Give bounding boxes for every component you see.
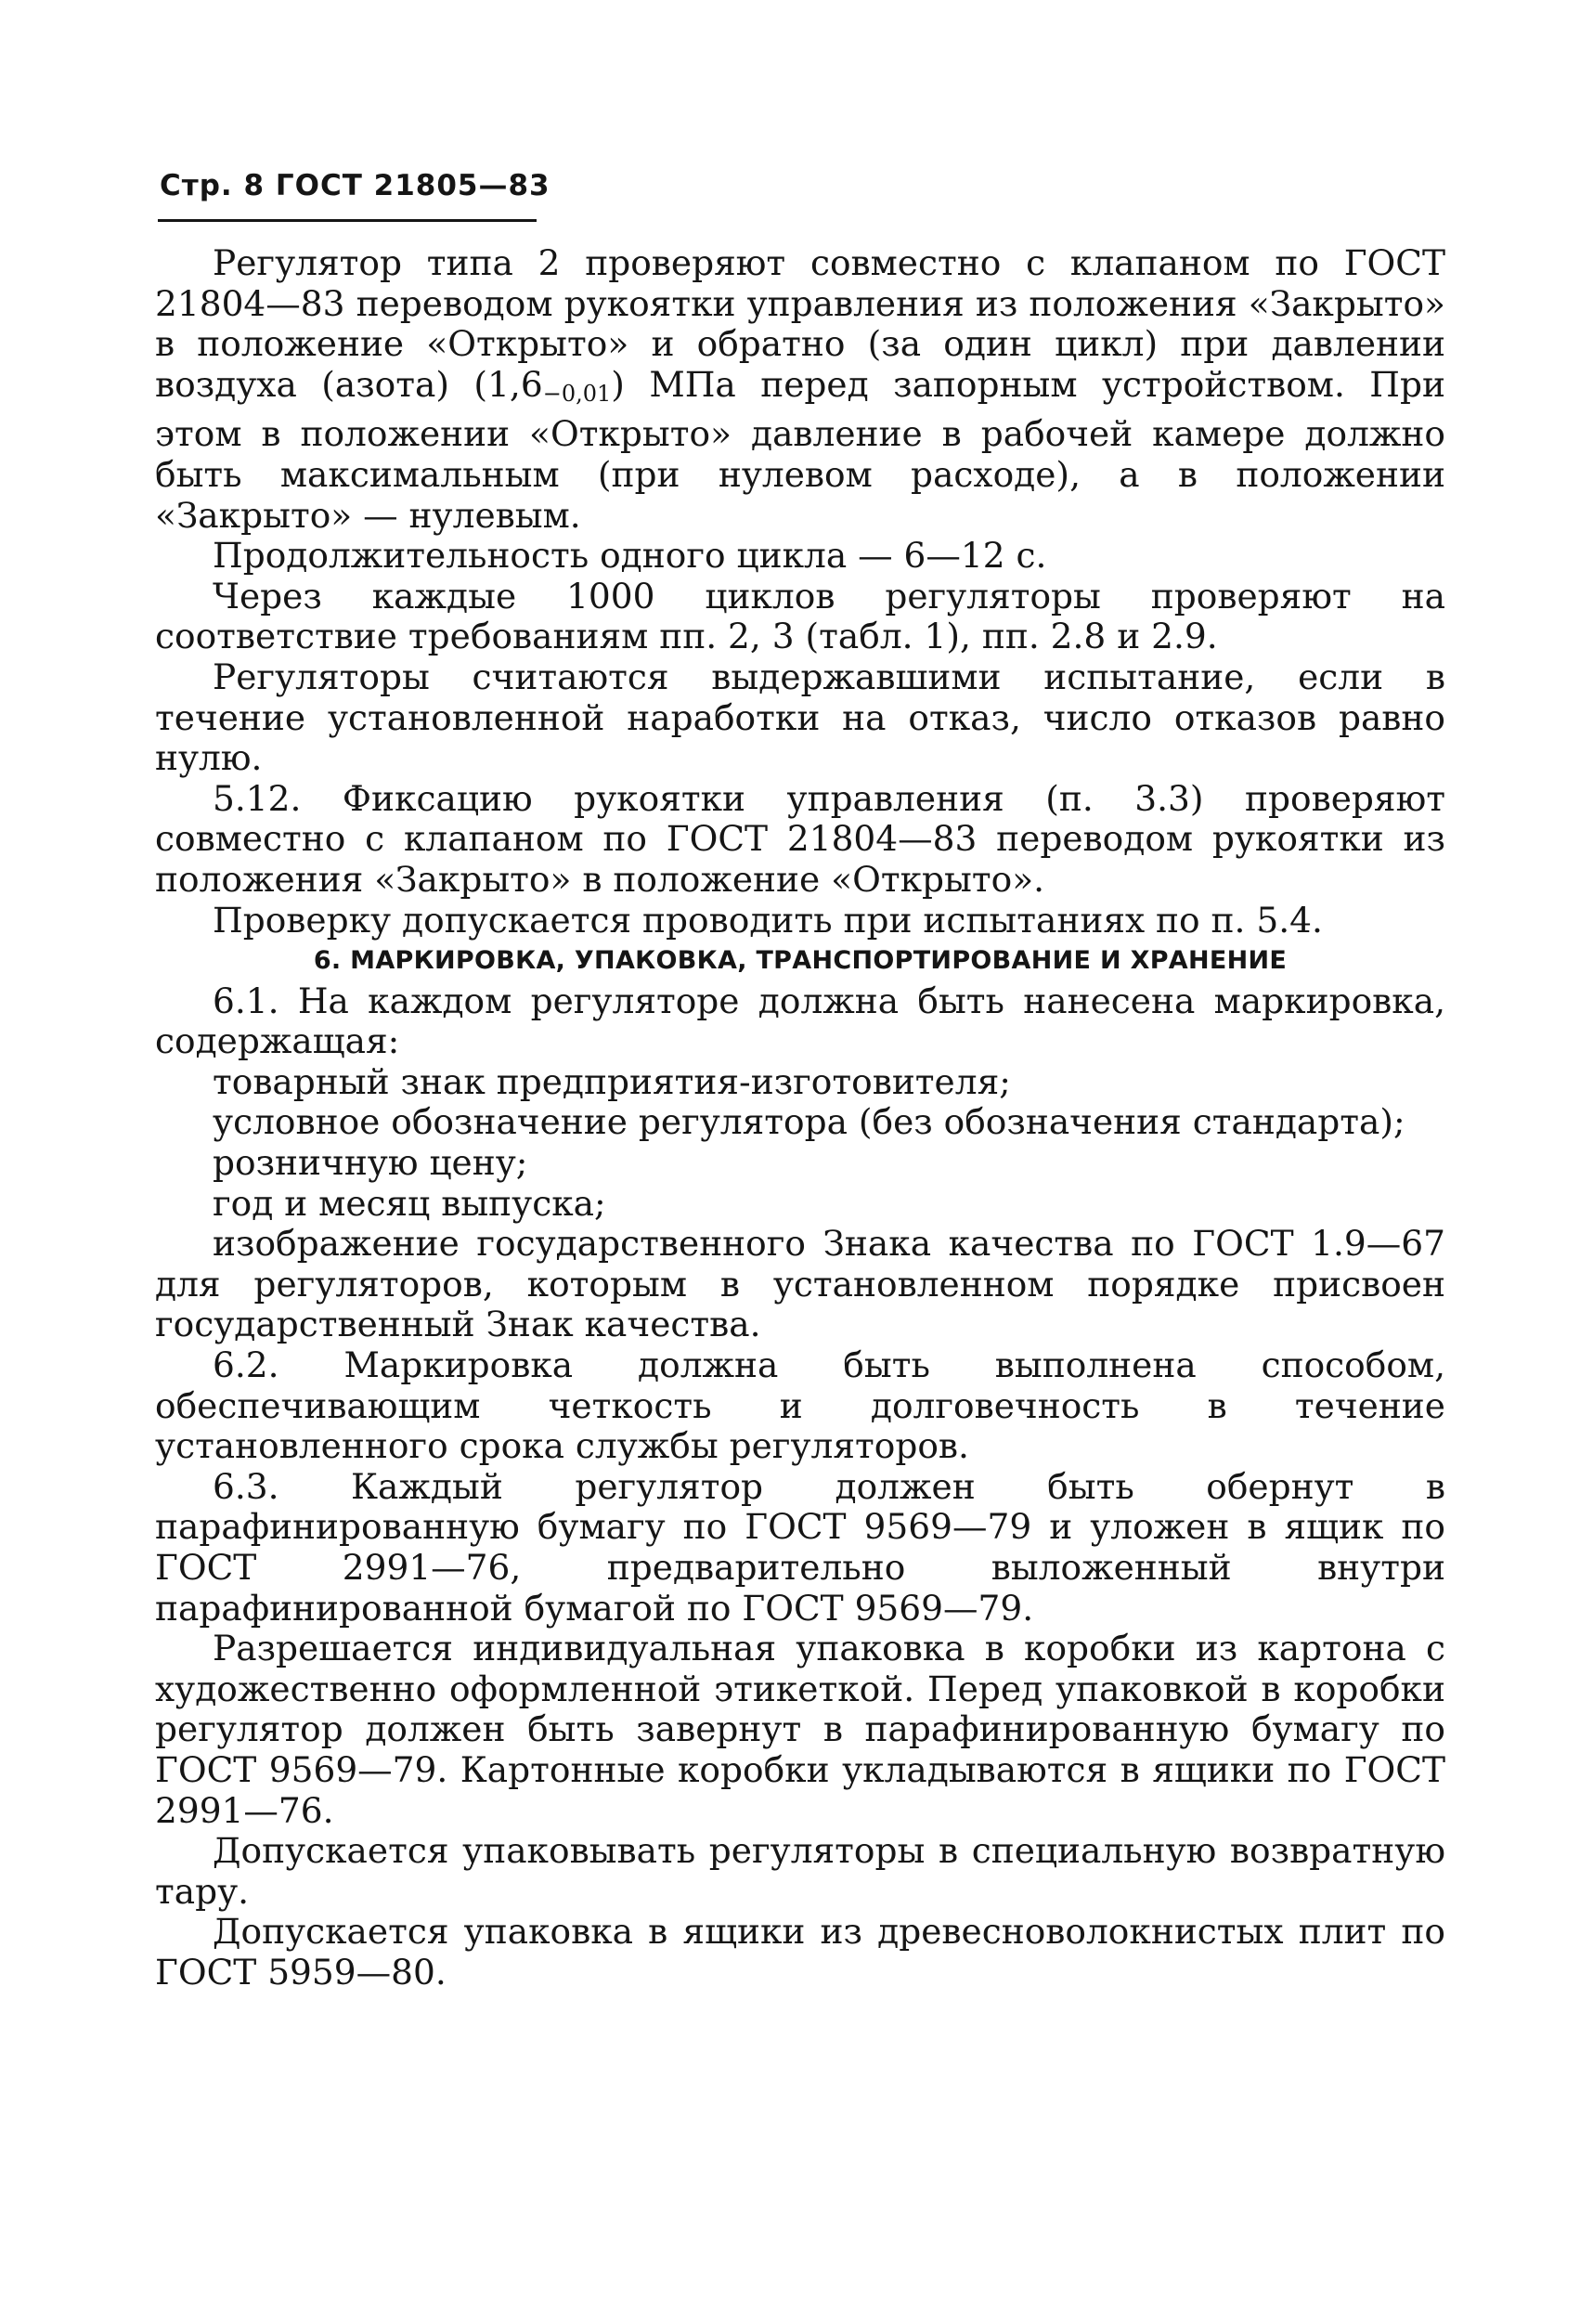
paragraph-every-1000-cycles: Через каждые 1000 циклов регуляторы проверяют на соответствие требованиям пп. 2, 3 (табл. 1), пп. 2.8 и 2.9.	[155, 575, 1445, 657]
running-head: Стр. 8 ГОСТ 21805—83	[160, 169, 550, 202]
pressure-tolerance-subscript: −0,01	[542, 380, 612, 407]
list-item: товарный знак предприятия-изготовителя;	[213, 1060, 1011, 1102]
paragraph-pass-criteria: Регуляторы считаются выдержавшими испытание, если в течение установленной наработки на отказ, число отказов равно нулю.	[155, 656, 1445, 779]
paragraph-cycle-duration: Продолжительность одного цикла — 6—12 с.	[213, 535, 1047, 577]
paragraph-regulator-type2-test	[155, 243, 1445, 536]
list-item: розничную цену;	[213, 1142, 528, 1184]
paragraph-fiberboard-boxes: Допускается упаковка в ящики из древесноволокнистых плит по ГОСТ 5959—80.	[155, 1911, 1445, 1993]
paragraph-returnable-container: Допускается упаковывать регуляторы в специальную возвратную тару.	[155, 1830, 1445, 1912]
paragraph-text: ) МПа перед запорным устройством. При этом в положении «Открыто» давление в рабочей камере должно быть максимальным (при нулевом расходе), а в положении «Закрыто» — нулевым.	[155, 363, 1445, 536]
header-rule	[158, 219, 537, 222]
paragraph-5-12: 5.12. Фиксацию рукоятки управления (п. 3.3) проверяют совместно с клапаном по ГОСТ 21804—83 переводом рукоятки из положения «Закрыто» в положение «Открыто».	[155, 777, 1445, 900]
list-item: изображение государственного Знака качества по ГОСТ 1.9—67 для регуляторов, которым в установленном порядке присвоен государственный Знак качества.	[155, 1223, 1445, 1345]
list-item: год и месяц выпуска;	[213, 1182, 606, 1224]
paragraph-individual-packing: Разрешается индивидуальная упаковка в коробки из картона с художественно оформленной этикеткой. Перед упаковкой в коробки регулятор должен быть завернут в парафинированную бумагу по ГОСТ 9569—79. Картонные коробки укладываются в ящики по ГОСТ 2991—76.	[155, 1628, 1445, 1831]
list-item: условное обозначение регулятора (без обозначения стандарта);	[213, 1101, 1405, 1143]
paragraph-check-allowed: Проверку допускается проводить при испытаниях по п. 5.4.	[213, 899, 1323, 941]
section-heading: 6. МАРКИРОВКА, УПАКОВКА, ТРАНСПОРТИРОВАНИЕ И ХРАНЕНИЕ	[313, 946, 1288, 976]
paragraph-text: Регулятор типа 2 проверяют совместно с клапаном по ГОСТ 21804—83 переводом рукоятки управления из положения «Закрыто» в положение «Открыто» и обратно (за один цикл) при давлении воздуха (азота) (1,6	[155, 242, 1445, 405]
paragraph-6-3: 6.3. Каждый регулятор должен быть обернут в парафинированную бумагу по ГОСТ 9569—79 и уложен в ящик по ГОСТ 2991—76, предварительно выложенный внутри парафинированной бумагой по ГОСТ 9569—79.	[155, 1465, 1445, 1629]
document-body	[155, 243, 1445, 1993]
paragraph-6-1: 6.1. На каждом регуляторе должна быть нанесена маркировка, содержащая:	[155, 980, 1445, 1062]
paragraph-6-2: 6.2. Маркировка должна быть выполнена способом, обеспечивающим четкость и долговечность в течение установленного срока службы регуляторов.	[155, 1344, 1445, 1467]
